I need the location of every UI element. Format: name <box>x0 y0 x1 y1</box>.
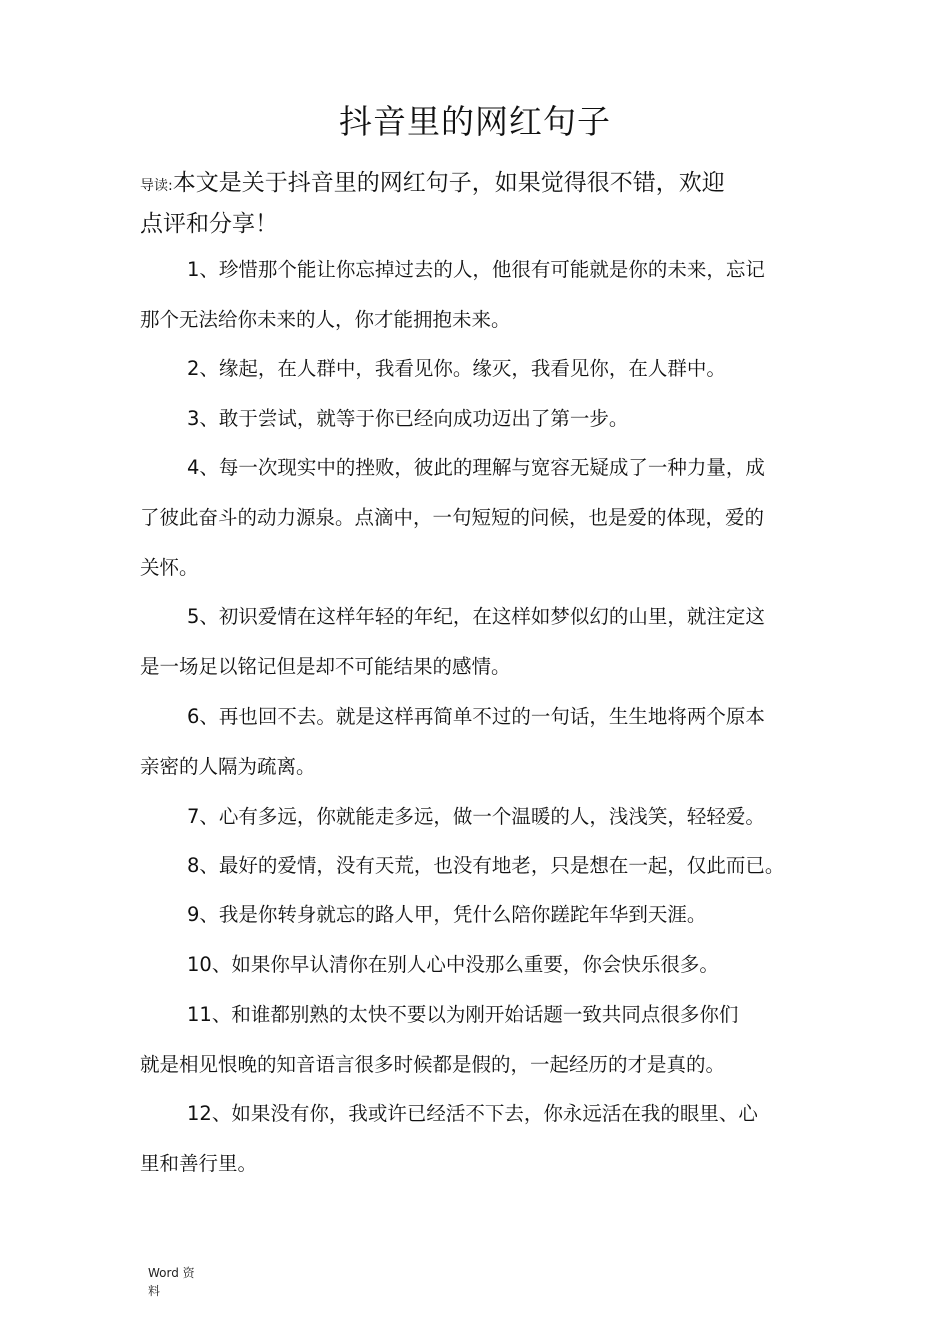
paragraph-line: 12、如果没有你，我或许已经活不下去，你永远活在我的眼里、心 <box>187 1102 758 1125</box>
paragraph-11 <box>140 990 830 1090</box>
paragraph-line: 2、缘起，在人群中，我看见你。缘灭，我看见你，在人群中。 <box>187 357 726 380</box>
paragraph-3 <box>140 394 830 444</box>
paragraph-7 <box>140 792 830 842</box>
paragraph-line: 7、心有多远，你就能走多远，做一个温暖的人，浅浅笑，轻轻爱。 <box>187 805 765 828</box>
footer-line1: Word 资 <box>148 1266 195 1280</box>
paragraph-9 <box>140 890 830 940</box>
paragraph-line: 6、再也回不去。就是这样再简单不过的一句话，生生地将两个原本 <box>187 705 765 728</box>
paragraph-line: 就是相见恨晚的知音语言很多时候都是假的，一起经历的才是真的。 <box>140 1053 726 1076</box>
paragraph-2 <box>140 344 830 394</box>
paragraph-line: 是一场足以铭记但是却不可能结果的感情。 <box>140 655 511 678</box>
paragraph-1 <box>140 245 830 345</box>
paragraph-line: 11、和谁都别熟的太快不要以为刚开始话题一致共同点很多你们 <box>187 1003 739 1026</box>
paragraph-line: 亲密的人隔为疏离。 <box>140 755 316 778</box>
paragraph-line: 1、珍惜那个能让你忘掉过去的人，他很有可能就是你的未来，忘记 <box>187 258 765 281</box>
paragraph-line: 9、我是你转身就忘的路人甲，凭什么陪你蹉跎年华到天涯。 <box>187 903 707 926</box>
paragraph-line: 5、初识爱情在这样年轻的年纪，在这样如梦似幻的山里，就注定这 <box>187 605 765 628</box>
intro-block <box>140 164 820 243</box>
paragraph-8 <box>140 841 830 891</box>
paragraph-line: 10、如果你早认清你在别人心中没那么重要，你会快乐很多。 <box>187 953 719 976</box>
paragraph-line: 那个无法给你未来的人，你才能拥抱未来。 <box>140 308 511 331</box>
paragraph-6 <box>140 692 830 792</box>
footer-watermark <box>148 1264 195 1300</box>
paragraph-10 <box>140 940 830 990</box>
paragraph-5 <box>140 592 830 692</box>
footer-line2: 料 <box>148 1284 161 1298</box>
paragraph-line: 里和善行里。 <box>140 1152 258 1175</box>
intro-label: 导读: <box>140 178 173 194</box>
intro-text-line1: 本文是关于抖音里的网红句子，如果觉得很不错，欢迎 <box>172 170 725 196</box>
paragraph-line: 4、每一次现实中的挫败，彼此的理解与宽容无疑成了一种力量，成 <box>187 456 765 479</box>
paragraph-line: 了彼此奋斗的动力源泉。点滴中，一句短短的问候，也是爱的体现，爱的 <box>140 506 765 529</box>
paragraph-line: 3、敢于尝试，就等于你已经向成功迈出了第一步。 <box>187 407 629 430</box>
paragraph-12 <box>140 1089 830 1189</box>
paragraph-line: 8、最好的爱情，没有天荒，也没有地老，只是想在一起，仅此而已。 <box>187 854 785 877</box>
paragraph-line: 关怀。 <box>140 556 199 579</box>
document-title: 抖音里的网红句子 <box>339 102 611 141</box>
paragraph-4 <box>140 443 830 593</box>
intro-text-line2: 点评和分享！ <box>140 211 278 237</box>
